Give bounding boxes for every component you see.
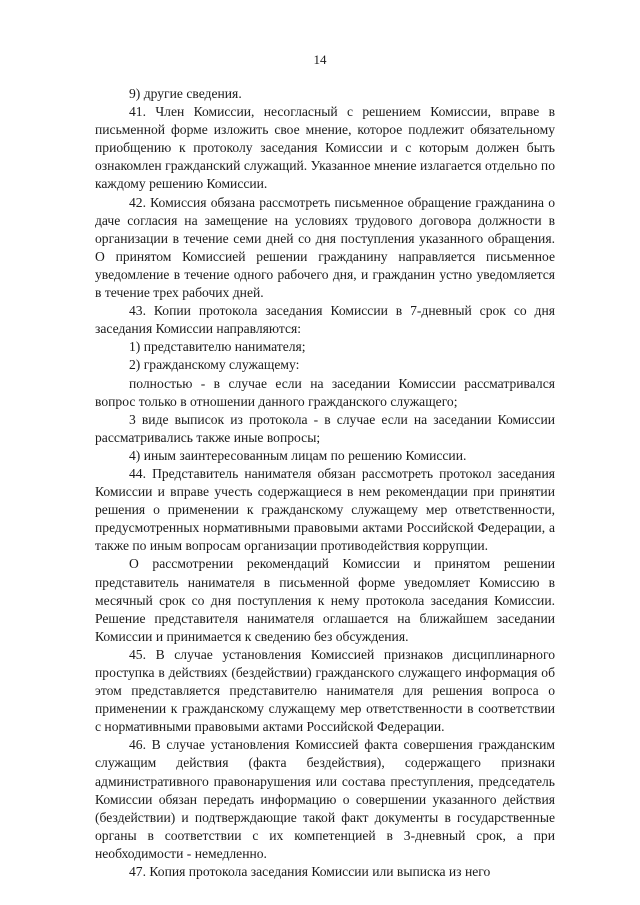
- paragraph-44-notice: О рассмотрении рекомендаций Комиссии и принятом решении представитель нанимателя в письменной форме уведомляет Комиссию в месячный срок со дня поступления к нему протокола заседания Комиссии. Решение представителя нанимателя оглашается на ближайшем заседании Комиссии и принимается к сведению без обсуждения.: [95, 556, 555, 644]
- paragraph-43-item-3: 3 виде выписок из протокола - в случае если на заседании Комиссии рассматривались также иные вопросы;: [95, 411, 555, 445]
- paragraph-47: 47. Копия протокола заседания Комиссии или выписка из него: [129, 864, 491, 880]
- paragraph-45: 45. В случае установления Комиссией признаков дисциплинарного проступка в действиях (бездействии) гражданского служащего информация об этом представляется представителю нанимателя для решения вопроса о применении к гражданскому служащему мер ответственности в соответствии с нормативными правовыми актами Российской Федерации.: [95, 646, 555, 735]
- paragraph-43-item-1: 1) представителю нанимателя;: [129, 339, 306, 355]
- paragraph-46: 46. В случае установления Комиссией факта совершения гражданским служащим действия (факта бездействия), содержащего признаки административного правонарушения или состава преступления, председатель Комиссии обязан передать информацию о совершении указанного действия (бездействии) и подтверждающие такой факт документы в государственные органы в соответствии с их компетенцией в 3-дневный срок, а при необходимости - немедленно.: [95, 737, 555, 861]
- paragraph-43-item-2-full: полностью - в случае если на заседании Комиссии рассматривался вопрос только в отношении данного гражданского служащего;: [95, 375, 555, 409]
- paragraph-43-item-2: 2) гражданскому служащему:: [129, 357, 300, 373]
- paragraph-42: 42. Комиссия обязана рассмотреть письменное обращение гражданина о даче согласия на замещение на условиях трудового договора должности в организации в течение семи дней со дня поступления указанного обращения. О принятом Комиссией решении гражданину направляется письменное уведомление в течение одного рабочего дня, и гражданин устно уведомляется в течение трех рабочих дней.: [95, 194, 555, 301]
- paragraph-41: 41. Член Комиссии, несогласный с решением Комиссии, вправе в письменной форме изложить свое мнение, которое подлежит обязательному приобщению к протоколу заседания Комиссии и с которым должен быть ознакомлен гражданский служащий. Указанное мнение излагается отдельно по каждому решению Комиссии.: [95, 104, 555, 192]
- paragraph-item-9: 9) другие сведения.: [129, 86, 242, 101]
- page-number: 14: [313, 52, 327, 67]
- document-body: [95, 85, 555, 881]
- paragraph-43: 43. Копии протокола заседания Комиссии в 7-дневный срок со дня заседания Комиссии направляются:: [95, 303, 555, 337]
- paragraph-44: 44. Представитель нанимателя обязан рассмотреть протокол заседания Комиссии и вправе учесть содержащиеся в нем рекомендации при принятии решения о применении к гражданскому служащему мер ответственности, предусмотренных нормативными правовыми актами Российской Федерации, а также по иным вопросам организации противодействия коррупции.: [95, 465, 555, 554]
- paragraph-43-item-4: 4) иным заинтересованным лицам по решению Комиссии.: [129, 447, 467, 463]
